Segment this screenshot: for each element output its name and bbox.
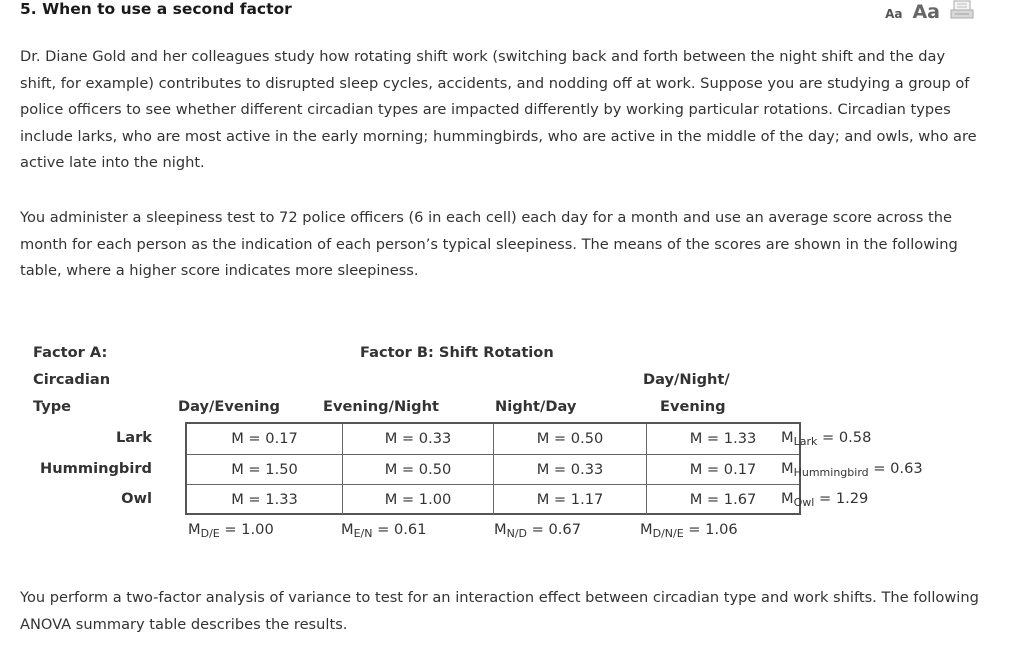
means-table [28, 338, 958, 548]
font-size-controls [885, 1, 940, 23]
print-icon[interactable] [950, 0, 974, 20]
table-cell: M = 0.17 [187, 424, 343, 455]
column-mean: $M_{E/N} = 0.61$ [341, 521, 427, 540]
decrease-font-button[interactable]: Aa [885, 7, 903, 21]
column-header: Evening [660, 398, 726, 415]
intro-paragraph: Dr. Diane Gold and her colleagues study how rotating shift work (switching back and forth between the night shift and the day shift, for example) contributes to disrupted sleep cycles, accidents, and nodding off at work. Suppose you are studying a group of police officers to see whether different circadian types are impacted differently by working particular rotations. Circadian types include larks, who are most active in the early morning; hummingbirds, who are active in the middle of the day; and owls, who are active late into the night. [20, 48, 977, 171]
table-cell: M = 0.17 [647, 455, 799, 485]
table-cell: M = 1.67 [689, 491, 757, 508]
row-mean: $M_{Owl} = 1.29$ [781, 490, 869, 509]
column-header: Day/Evening [178, 398, 280, 415]
column-header: Evening/Night [323, 398, 439, 415]
column-mean: $M_{D/N/E} = 1.06$ [640, 521, 738, 540]
row-label: Hummingbird [40, 460, 152, 477]
question-title: 5. When to use a second factor [20, 0, 292, 18]
table-cell: M = 0.33 [343, 424, 494, 455]
row-mean: $M_{Lark} = 0.58$ [781, 429, 872, 448]
table-cell: M = 1.00 [343, 485, 494, 515]
row-label: Lark [115, 429, 152, 446]
table-cell: M = 1.33 [647, 424, 799, 455]
table-cell: M = 1.17 [494, 485, 647, 515]
column-mean: $M_{N/D} = 0.67$ [494, 521, 581, 540]
factor-b-label: Factor B: Shift Rotation [360, 344, 554, 361]
increase-font-button[interactable]: Aa [912, 1, 940, 23]
row-mean: $M_{Hummingbird} = 0.63$ [781, 460, 923, 479]
table-cell: M = 1.50 [187, 455, 343, 485]
column-mean: $M_{D/E} = 1.00$ [188, 521, 274, 540]
means-grid [185, 422, 801, 515]
factor-a-label: Circadian [33, 371, 111, 388]
factor-a-label: Factor A: [33, 344, 108, 361]
closing-paragraph: You perform a two-factor analysis of variance to test for an interaction effect between circadian type and work shifts. The following ANOVA summary table describes the results. [20, 589, 979, 633]
column-header: Night/Day [495, 398, 577, 415]
factor-a-label: Type [33, 398, 72, 415]
table-cell: M = 1.33 [187, 485, 343, 515]
table-cell: M = 0.33 [494, 455, 647, 485]
method-paragraph: You administer a sleepiness test to 72 police officers (6 in each cell) each day for a month and use an average score across the month for each person as the indication of each person’s typical sleepiness. The means of the scores are shown in the following table, where a higher score indicates more sleepiness. [20, 209, 958, 279]
column-header: Day/Night/ [643, 371, 730, 388]
table-cell: M = 0.50 [494, 424, 647, 455]
row-label: Owl [121, 490, 152, 507]
table-cell: M = 0.50 [343, 455, 494, 485]
